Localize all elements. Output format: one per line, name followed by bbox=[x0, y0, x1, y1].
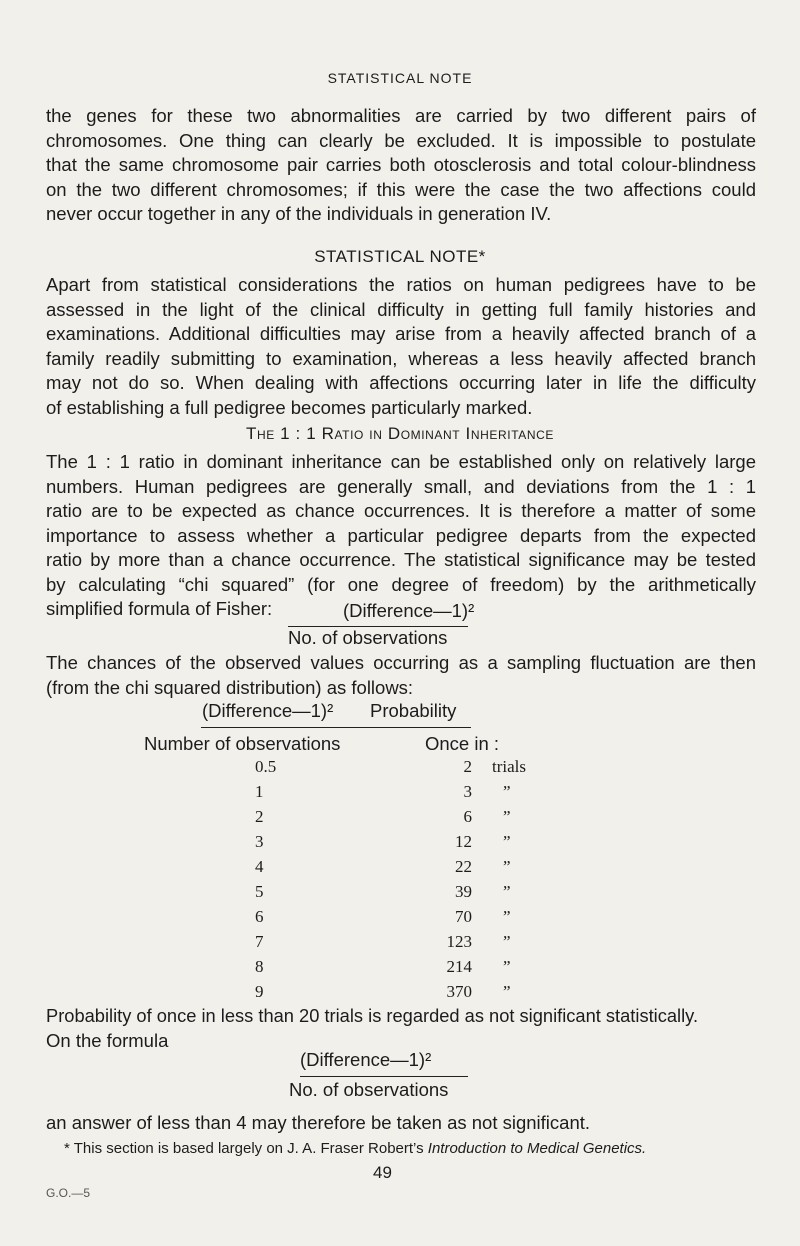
running-head: STATISTICAL NOTE bbox=[327, 70, 473, 86]
table-cell-x: 9 bbox=[255, 982, 264, 1001]
table-cell-x: 8 bbox=[255, 957, 264, 976]
table-cell-ditto: ” bbox=[503, 807, 511, 826]
text-line: Apart from statistical considerations the ratios on human pedigrees have to be bbox=[46, 274, 756, 295]
table-cell-once: 2 bbox=[463, 757, 472, 776]
text-line: ratio by more than a chance occurrence. The statistical significance may be tested bbox=[46, 549, 756, 570]
text-line: ratio are to be expected as chance occurrences. It is therefore a matter of some bbox=[46, 500, 756, 521]
table-cell-x: 4 bbox=[255, 857, 264, 876]
table-cell-ditto: ” bbox=[503, 907, 511, 926]
table-cell-x: 1 bbox=[255, 782, 264, 801]
table-cell-x: 0.5 bbox=[255, 757, 277, 776]
text-line: The chances of the observed values occurring as a sampling fluctuation are then bbox=[46, 652, 756, 673]
table-cell-ditto: ” bbox=[503, 957, 511, 976]
printer-signature: G.O.—5 bbox=[46, 1186, 91, 1200]
chance-paragraph bbox=[46, 651, 756, 700]
table-cell-x: 5 bbox=[255, 882, 264, 901]
text-line: by calculating “chi squared” (for one degree of freedom) by the arithmetically bbox=[46, 573, 756, 595]
table-cell-ditto: ” bbox=[503, 882, 511, 901]
table-cell-once: 214 bbox=[446, 957, 472, 976]
footnote bbox=[64, 1140, 646, 1157]
formula2-rule bbox=[300, 1076, 468, 1077]
table-col2-bottom: Once in : bbox=[425, 733, 500, 754]
text-line: (from the chi squared distribution) as follows: bbox=[46, 676, 414, 698]
formula1-numerator: (Difference—1)² bbox=[343, 600, 475, 621]
table-cell-x: 3 bbox=[255, 832, 264, 851]
text-line: numbers. Human pedigrees are generally small, and deviations from the 1 : 1 bbox=[46, 475, 756, 497]
text-line: The 1 : 1 ratio in dominant inheritance can be established only on relatively large bbox=[46, 451, 756, 472]
table-cell-x: 6 bbox=[255, 907, 264, 926]
table-cell-once: 3 bbox=[463, 782, 472, 801]
table-cell-once: 22 bbox=[455, 857, 472, 876]
text-line: never occur together in any of the individuals in generation IV. bbox=[46, 203, 552, 224]
table-cell-once: 70 bbox=[455, 907, 472, 926]
footnote-prefix: * This section is based largely on J. A. Fraser Robert’s bbox=[64, 1140, 428, 1157]
text-line: family readily submitting to examination, whereas a less heavily affected branch bbox=[46, 347, 756, 369]
table-col2-top: Probability bbox=[370, 700, 457, 721]
table-cell-ditto: ” bbox=[503, 782, 511, 801]
text-line: of establishing a full pedigree becomes particularly marked. bbox=[46, 396, 533, 418]
table-cell-ditto: ” bbox=[503, 932, 511, 951]
text-line: the genes for these two abnormalities are carried by two different pairs of bbox=[46, 105, 756, 126]
table-cell-once: 39 bbox=[455, 882, 472, 901]
table-cell-once: 370 bbox=[446, 982, 472, 1001]
footnote-title: Introduction to Medical Genetics. bbox=[427, 1140, 647, 1157]
page-number: 49 bbox=[373, 1163, 392, 1182]
ratio-paragraph bbox=[46, 450, 756, 622]
text-line: examinations. Additional difficulties may arise from a heavily affected branch of a bbox=[46, 323, 756, 344]
table-cell-once: 6 bbox=[463, 807, 472, 826]
table-cell-ditto: ” bbox=[503, 857, 511, 876]
table-cell-once: 12 bbox=[455, 832, 472, 851]
subheading: The 1 : 1 Ratio in Dominant Inheritance bbox=[246, 424, 554, 443]
text-line: importance to assess whether a particular pedigree departs from the expected bbox=[46, 524, 756, 546]
intro-paragraph bbox=[46, 104, 756, 227]
text-line: assessed in the light of the clinical difficulty in getting full family histories and bbox=[46, 298, 756, 320]
section-paragraph bbox=[46, 273, 756, 420]
table-header-rule bbox=[201, 727, 471, 728]
formula-intro: On the formula bbox=[46, 1030, 169, 1051]
formula1-denominator: No. of observations bbox=[288, 627, 448, 648]
text-line: may not do so. When dealing with affections occurring later in life the difficulty bbox=[46, 372, 756, 393]
text-line: chromosomes. One thing can clearly be excluded. It is impossible to postulate bbox=[46, 129, 756, 151]
table-col1-top: (Difference—1)² bbox=[202, 700, 334, 721]
text-line: simplified formula of Fisher: bbox=[46, 598, 273, 619]
table-cell-unit: trials bbox=[492, 757, 526, 776]
conclusion-line: an answer of less than 4 may therefore be taken as not significant. bbox=[46, 1112, 591, 1133]
table-cell-x: 7 bbox=[255, 932, 264, 951]
table-cell-ditto: ” bbox=[503, 982, 511, 1001]
text-line: on the two different chromosomes; if this were the case the two affections could bbox=[46, 178, 756, 200]
text-line: that the same chromosome pair carries both otosclerosis and total colour-blindness bbox=[46, 154, 756, 175]
table-cell-once: 123 bbox=[446, 932, 472, 951]
formula2-numerator: (Difference—1)² bbox=[300, 1049, 432, 1070]
significance-line: Probability of once in less than 20 trials is regarded as not significant statistically. bbox=[46, 1005, 699, 1026]
table-col1-bottom: Number of observations bbox=[144, 733, 341, 754]
table-cell-x: 2 bbox=[255, 807, 264, 826]
section-heading: STATISTICAL NOTE* bbox=[314, 247, 486, 266]
table-cell-ditto: ” bbox=[503, 832, 511, 851]
formula2-denominator: No. of observations bbox=[289, 1079, 449, 1100]
